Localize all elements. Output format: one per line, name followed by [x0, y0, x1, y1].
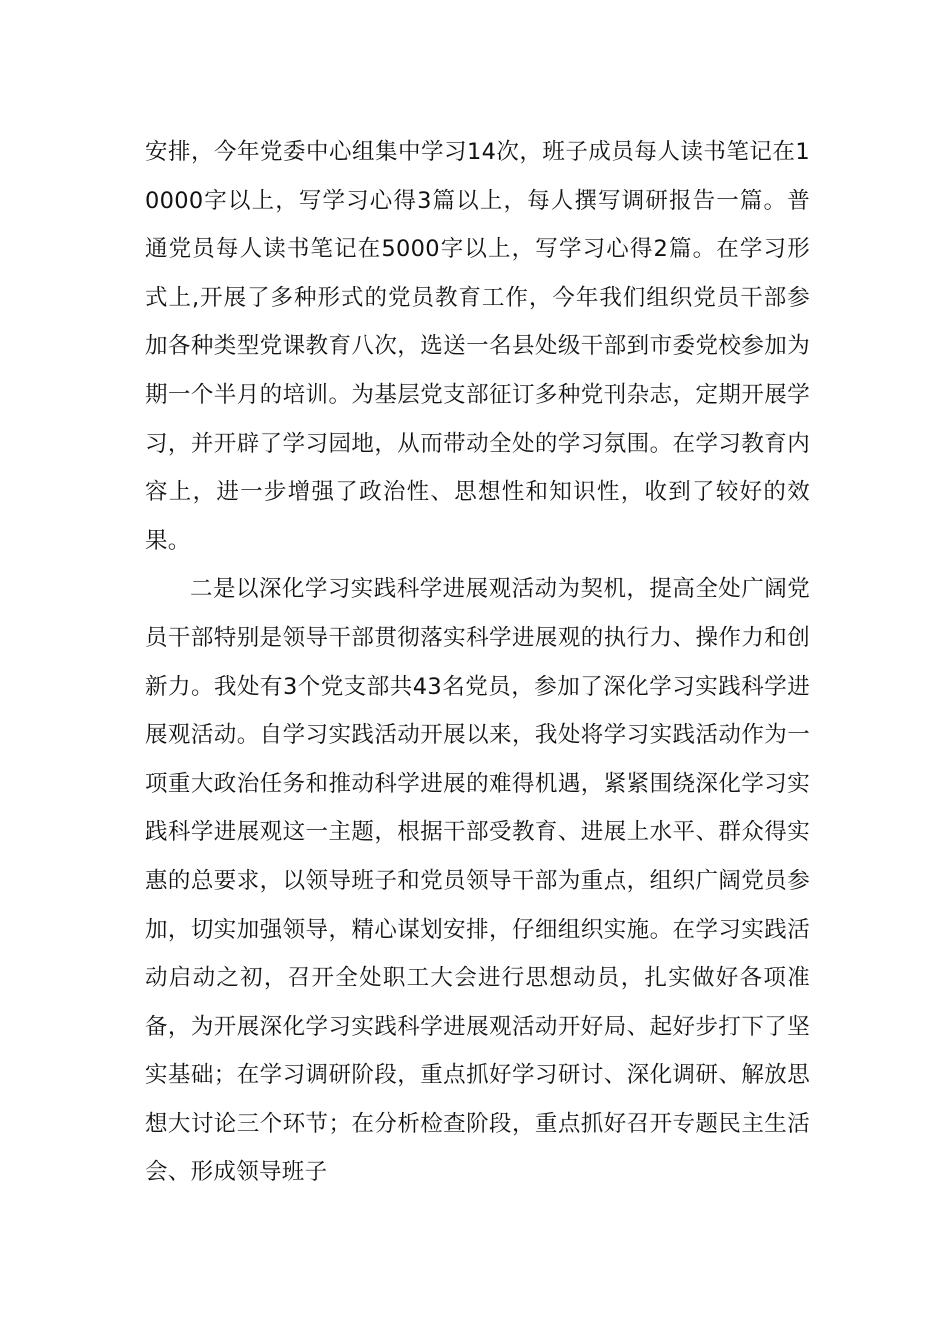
paragraph-second-point: 二是以深化学习实践科学进展观活动为契机，提高全处广阔党员干部特别是领导干部贯彻落实科学进展观的执行力、操作力和创新力。我处有3个党支部共43名党员，参加了深化学习实践科学进展观活动。自学习实践活动开展以来，我处将学习实践活动作为一项重大政治任务和推动科学进展的难得机遇，紧紧围绕深化学习实践科学进展观这一主题，根据干部受教育、进展上水平、群众得实惠的总要求，以领导班子和党员领导干部为重点，组织广阔党员参加，切实加强领导，精心谋划安排，仔细组织实施。在学习实践活动启动之初，召开全处职工大会进行思想动员，扎实做好各项准备，为开展深化学习实践科学进展观活动开好局、起好步打下了坚实基础；在学习调研阶段，重点抓好学习研讨、深化调研、解放思想大讨论三个环节；在分析检查阶段，重点抓好召开专题民主生活会、形成领导班子	[145, 576, 810, 1186]
document-body	[145, 128, 810, 1197]
paragraph-continued: 安排，今年党委中心组集中学习14次，班子成员每人读书笔记在10000字以上，写学习心得3篇以上，每人撰写调研报告一篇。普通党员每人读书笔记在5000字以上，写学习心得2篇。在学习形式上,开展了多种形式的党员教育工作，今年我们组织党员干部参加各种类型党课教育八次，选送一名县处级干部到市委党校参加为期一个半月的培训。为基层党支部征订多种党刊杂志，定期开展学习，并开辟了学习园地，从而带动全处的学习氛围。在学习教育内容上，进一步增强了政治性、思想性和知识性，收到了较好的效果。	[145, 139, 810, 554]
